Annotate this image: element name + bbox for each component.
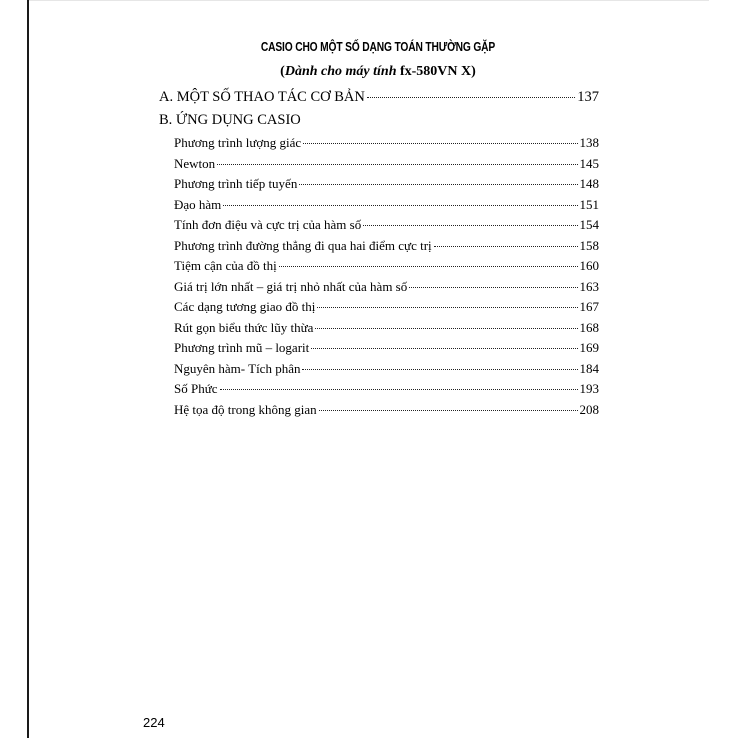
toc-entry[interactable] bbox=[174, 156, 599, 172]
toc-entry-page: 158 bbox=[579, 237, 599, 253]
toc-leader bbox=[223, 205, 577, 206]
toc-entry[interactable] bbox=[174, 402, 599, 418]
toc-entry[interactable] bbox=[174, 258, 599, 274]
toc-section-a[interactable] bbox=[159, 89, 599, 106]
toc-entry-label: Tính đơn điệu và cực trị của hàm số bbox=[174, 217, 362, 232]
toc-entry-label: Các dạng tương giao đồ thị bbox=[174, 299, 316, 314]
toc-entry[interactable] bbox=[174, 320, 599, 336]
toc-entry-page: 184 bbox=[579, 360, 599, 376]
toc-entry-page: 148 bbox=[579, 176, 599, 191]
toc-entry-label: Rút gọn biểu thức lũy thừa bbox=[174, 319, 314, 335]
subtitle-open-paren: ( bbox=[280, 64, 285, 79]
toc-leader bbox=[434, 246, 578, 247]
toc-entry-page: 160 bbox=[579, 258, 599, 273]
toc-section-a-page: 137 bbox=[577, 89, 599, 105]
toc-entry-label: Hệ tọa độ trong không gian bbox=[174, 401, 317, 417]
toc-entry-label: Phương trình lượng giác bbox=[174, 135, 302, 150]
toc-entry-page: 169 bbox=[579, 340, 599, 355]
toc-entry-page: 138 bbox=[579, 135, 599, 150]
subtitle-close-paren: ) bbox=[471, 64, 476, 79]
toc-subtitle bbox=[0, 64, 738, 80]
toc-entry-label: Nguyên hàm- Tích phân bbox=[174, 360, 301, 376]
toc-entry-label: Phương trình mũ – logarit bbox=[174, 340, 310, 355]
toc-entry[interactable] bbox=[174, 238, 599, 254]
toc-leader bbox=[303, 143, 577, 144]
toc-entry-label: Đạo hàm bbox=[174, 196, 222, 212]
page-top-edge bbox=[27, 0, 709, 1]
toc-section-b-heading: B. ỨNG DỤNG CASIO bbox=[159, 112, 301, 128]
toc-leader bbox=[220, 389, 578, 390]
page-left-edge bbox=[27, 0, 29, 738]
toc-leader bbox=[311, 348, 577, 349]
toc-section-a-label: A. MỘT SỐ THAO TÁC CƠ BẢN bbox=[159, 89, 365, 105]
subtitle-description: Dành cho máy tính bbox=[284, 64, 397, 79]
toc-entry-page: 154 bbox=[579, 217, 599, 232]
toc-entry-page: 151 bbox=[579, 196, 599, 212]
toc-title: CASIO CHO MỘT SỐ DẠNG TOÁN THƯỜNG GẶP bbox=[260, 40, 496, 54]
toc-entry[interactable] bbox=[174, 176, 599, 192]
toc-entry-label: Phương trình đường thẳng đi qua hai điểm cực trị bbox=[174, 237, 432, 253]
toc-entry-page: 193 bbox=[579, 381, 599, 396]
toc-entry-page: 163 bbox=[579, 278, 599, 294]
toc-leader bbox=[319, 410, 578, 411]
subtitle-model: fx-580VN X bbox=[399, 64, 472, 79]
toc-entry[interactable] bbox=[174, 361, 599, 377]
toc-entry[interactable] bbox=[174, 197, 599, 213]
toc-entry[interactable] bbox=[174, 135, 599, 151]
toc-entry-page: 208 bbox=[579, 401, 599, 417]
toc-entry[interactable] bbox=[174, 217, 599, 233]
toc-entry[interactable] bbox=[174, 279, 599, 295]
toc-entry-label: Newton bbox=[174, 155, 216, 171]
page-number: 224 bbox=[143, 715, 165, 730]
toc-entry-page: 168 bbox=[579, 319, 599, 335]
toc-entry[interactable] bbox=[174, 340, 599, 356]
toc-leader bbox=[299, 184, 577, 185]
toc-entry[interactable] bbox=[174, 299, 599, 315]
toc-entry-label: Phương trình tiếp tuyến bbox=[174, 176, 298, 191]
toc-leader bbox=[279, 266, 578, 267]
toc-leader bbox=[317, 307, 577, 308]
toc-leader bbox=[315, 328, 577, 329]
toc-entry-label: Số Phức bbox=[174, 381, 218, 396]
toc-entry[interactable] bbox=[174, 381, 599, 397]
toc-leader bbox=[302, 369, 577, 370]
toc-entry-label: Giá trị lớn nhất – giá trị nhỏ nhất của hàm số bbox=[174, 278, 408, 294]
toc-leader bbox=[367, 97, 575, 98]
toc-entry-page: 145 bbox=[579, 155, 599, 171]
toc-entry-page: 167 bbox=[579, 299, 599, 314]
toc-leader bbox=[363, 225, 577, 226]
toc-leader bbox=[217, 164, 577, 165]
toc-entry-label: Tiệm cận của đồ thị bbox=[174, 258, 277, 273]
toc-leader bbox=[409, 287, 577, 288]
